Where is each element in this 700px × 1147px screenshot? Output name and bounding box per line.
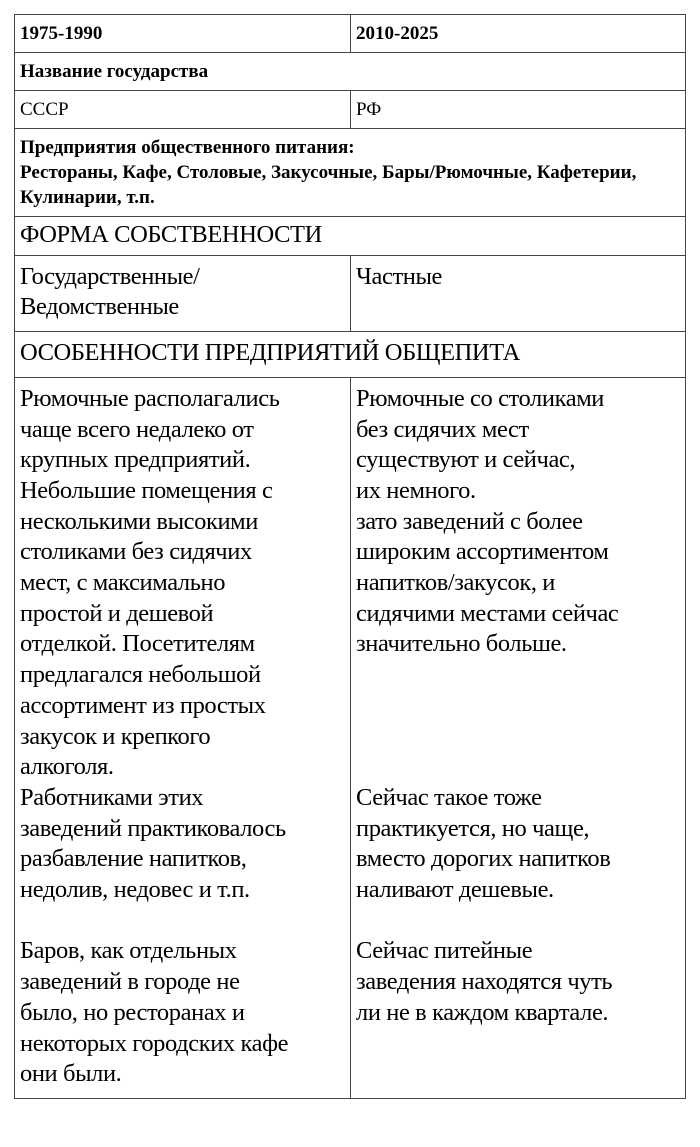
ownership-left: Государственные/ Ведомственные	[15, 255, 351, 331]
state-name-row	[15, 53, 686, 91]
ownership-right: Частные	[351, 255, 686, 331]
header-left: 1975-1990	[15, 15, 351, 53]
enterprises-cell	[15, 129, 686, 217]
state-values-row	[15, 91, 686, 129]
enterprises-list: Рестораны, Кафе, Столовые, Закусочные, Бары/Рюмочные, Кафетерии, Кулинарии, т.п.	[20, 162, 637, 208]
header-row	[15, 15, 686, 53]
ownership-values-row	[15, 255, 686, 331]
state-name-label: Название государства	[15, 53, 686, 91]
enterprises-title: Предприятия общественного питания:	[20, 137, 355, 158]
features-label-row	[15, 332, 686, 378]
comparison-table	[14, 14, 686, 1099]
state-right: РФ	[351, 91, 686, 129]
enterprises-row	[15, 129, 686, 217]
features-left: Рюмочные располагались чаще всего недалеко от крупных предприятий. Небольшие помещения с несколькими высокими столиками без сидячих мест, с максимально простой и дешевой отделкой. Посетителям предлагался небольшой ассортимент из простых закусок и крепкого алкоголя. Работниками этих заведений практиковалось разбавление напитков, недолив, недовес и т.п. Баров, как отдельных заведений в городе не было, но ресторанах и некоторых городских кафе они были.	[15, 377, 351, 1098]
features-values-row	[15, 377, 686, 1098]
features-right: Рюмочные со столиками без сидячих мест существуют и сейчас, их немного. зато заведений с более широким ассортиментом напитков/закусок, и сидячими местами сейчас значительно больше. Сейчас такое тоже практикуется, но чаще, вместо дорогих напитков наливают дешевые. Сейчас питейные заведения находятся чуть ли не в каждом квартале.	[351, 377, 686, 1098]
features-label: ОСОБЕННОСТИ ПРЕДПРИЯТИЙ ОБЩЕПИТА	[15, 332, 686, 378]
state-left: СССР	[15, 91, 351, 129]
header-right: 2010-2025	[351, 15, 686, 53]
ownership-label-row	[15, 217, 686, 256]
ownership-label: ФОРМА СОБСТВЕННОСТИ	[15, 217, 686, 256]
